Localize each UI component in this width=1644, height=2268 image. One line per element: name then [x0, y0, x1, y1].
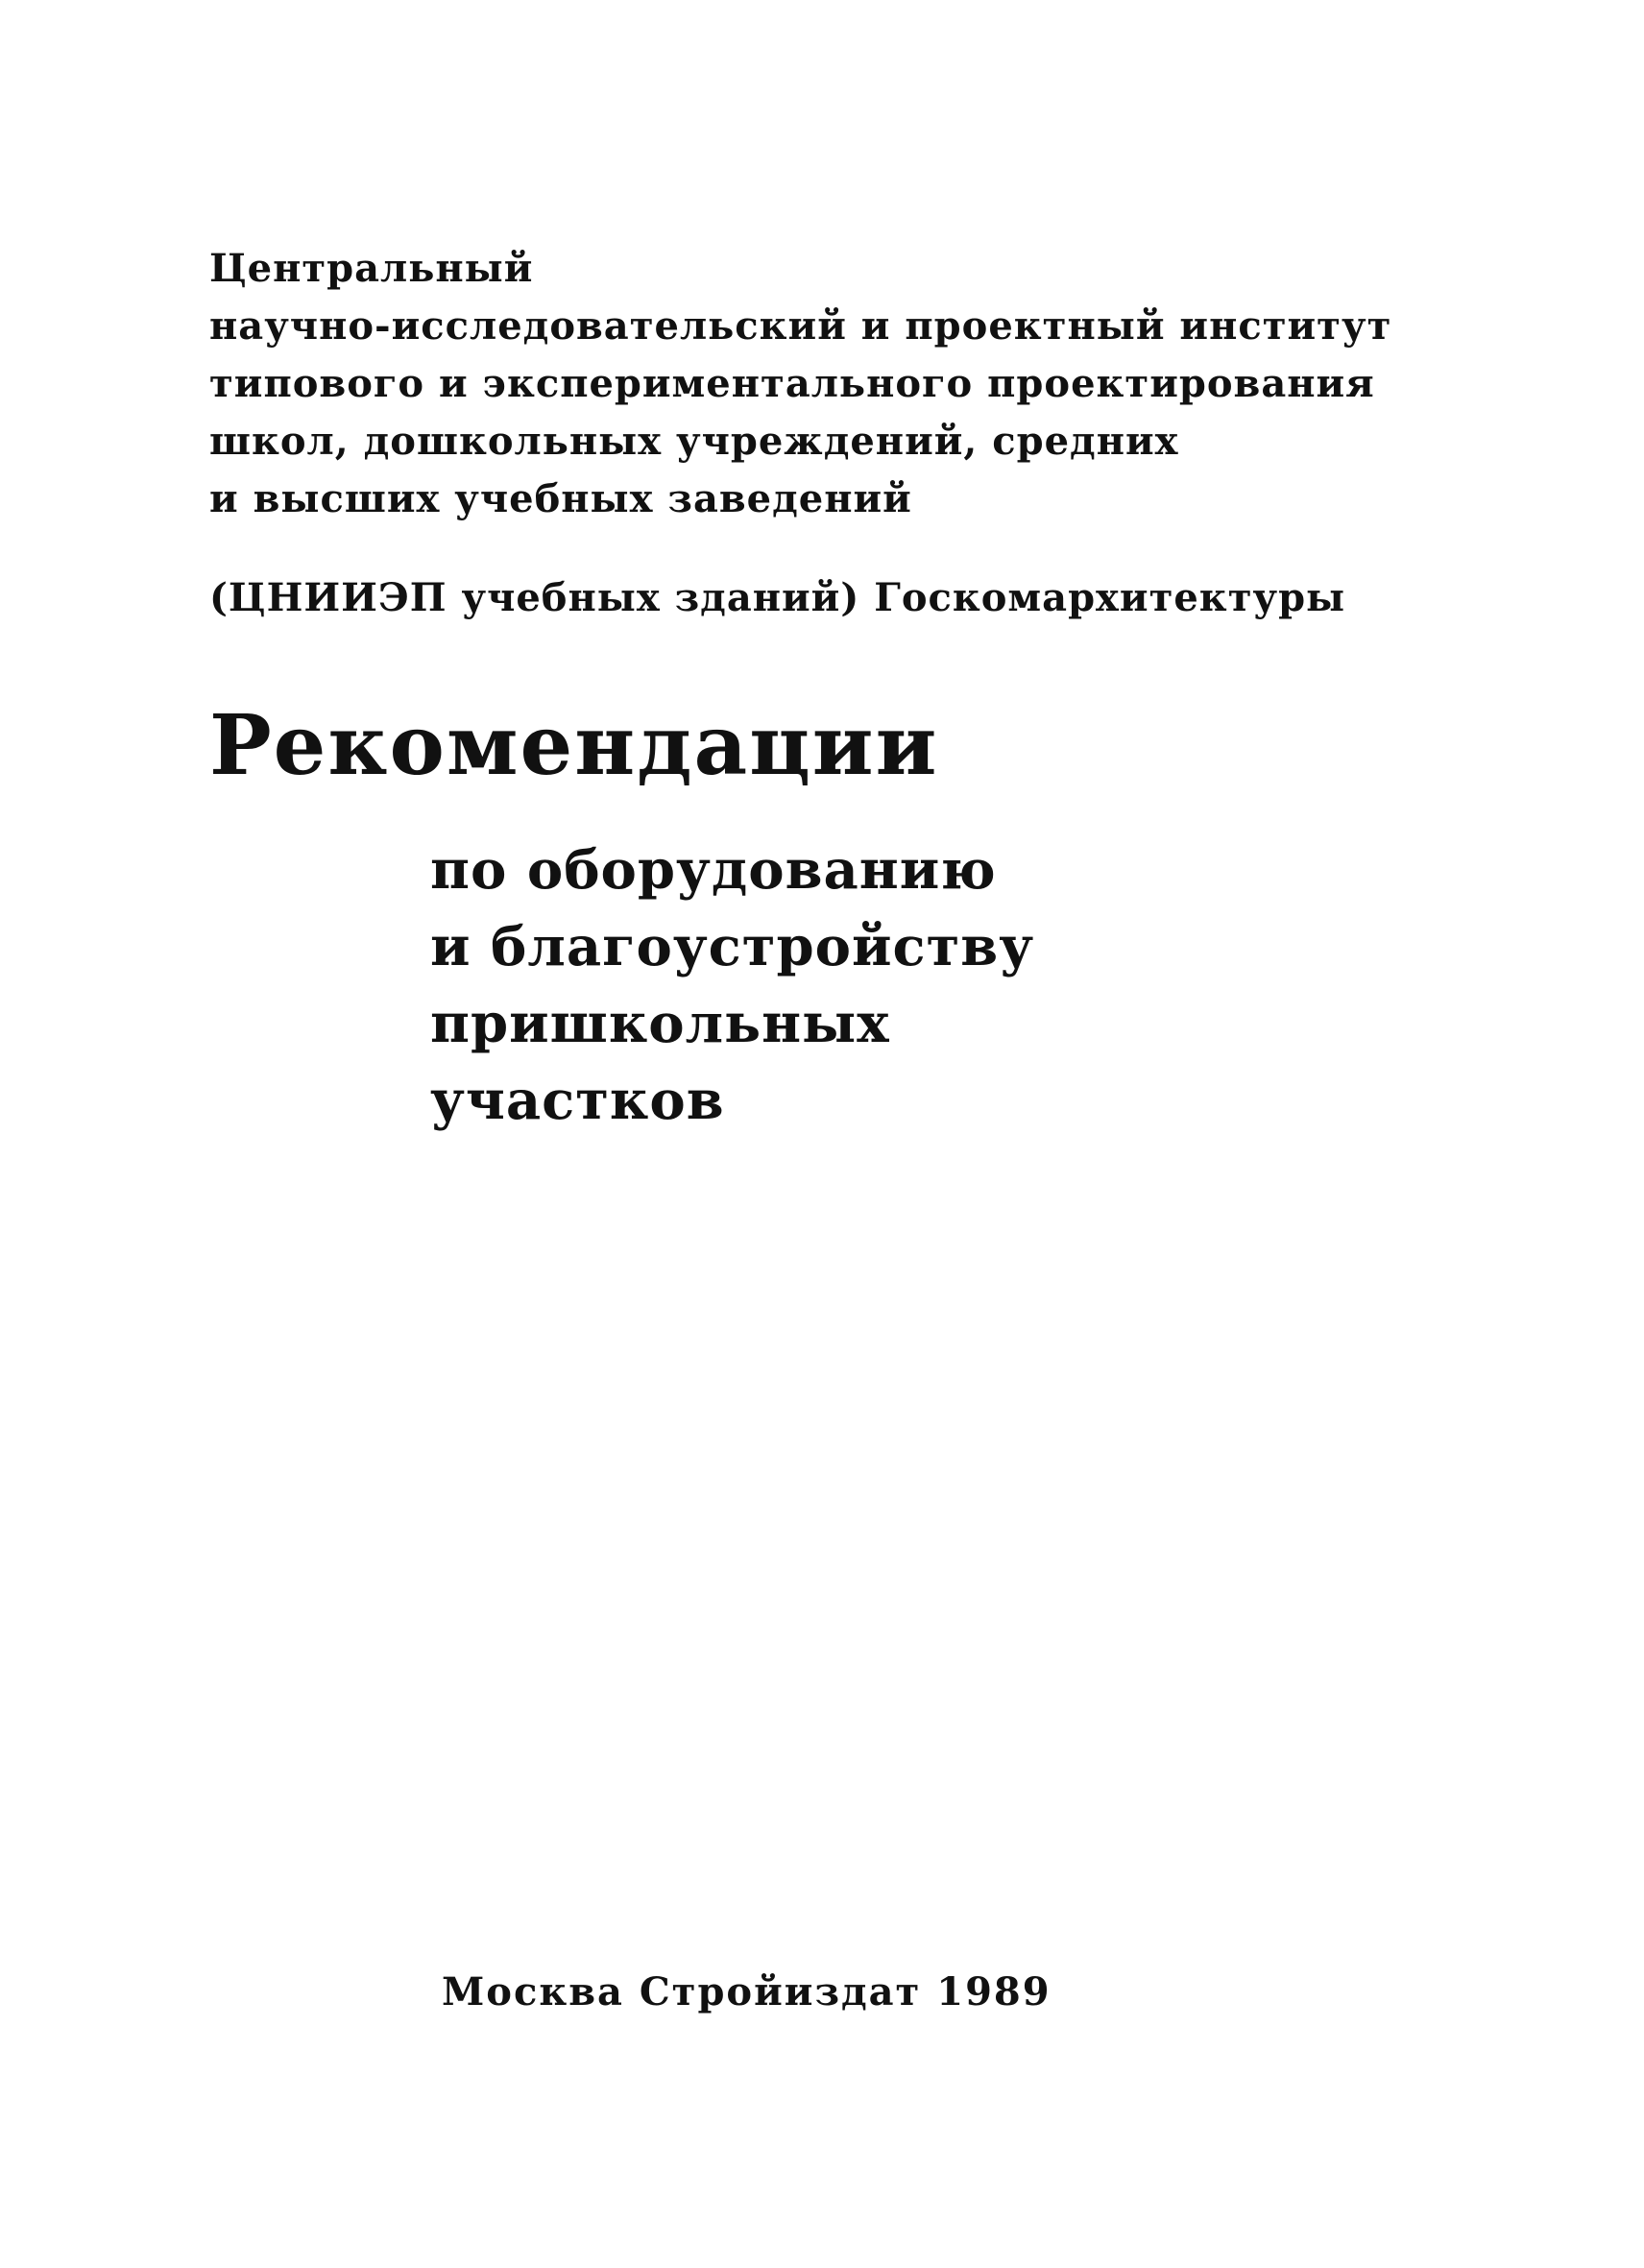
institution-abbreviation: (ЦНИИЭП учебных зданий) Госкомархитектуры	[209, 575, 1346, 620]
institution-line: и высших учебных заведений	[209, 476, 912, 521]
institution-line: типового и экспериментального проектирования	[209, 361, 1375, 406]
publisher-imprint: Москва Стройиздат 1989	[442, 1969, 1052, 2015]
institution-block	[209, 240, 1391, 528]
document-subtitle	[430, 832, 1034, 1139]
institution-line: школ, дошкольных учреждений, средних	[209, 419, 1179, 464]
document-title: Рекомендации	[209, 697, 939, 794]
subtitle-line: по оборудованию	[430, 838, 997, 902]
institution-line: научно-исследовательский и проектный институт	[209, 303, 1392, 349]
subtitle-line: участков	[430, 1069, 725, 1132]
subtitle-line: и благоустройству	[430, 915, 1035, 978]
institution-line: Центральный	[209, 246, 534, 291]
subtitle-line: пришкольных	[430, 992, 890, 1055]
